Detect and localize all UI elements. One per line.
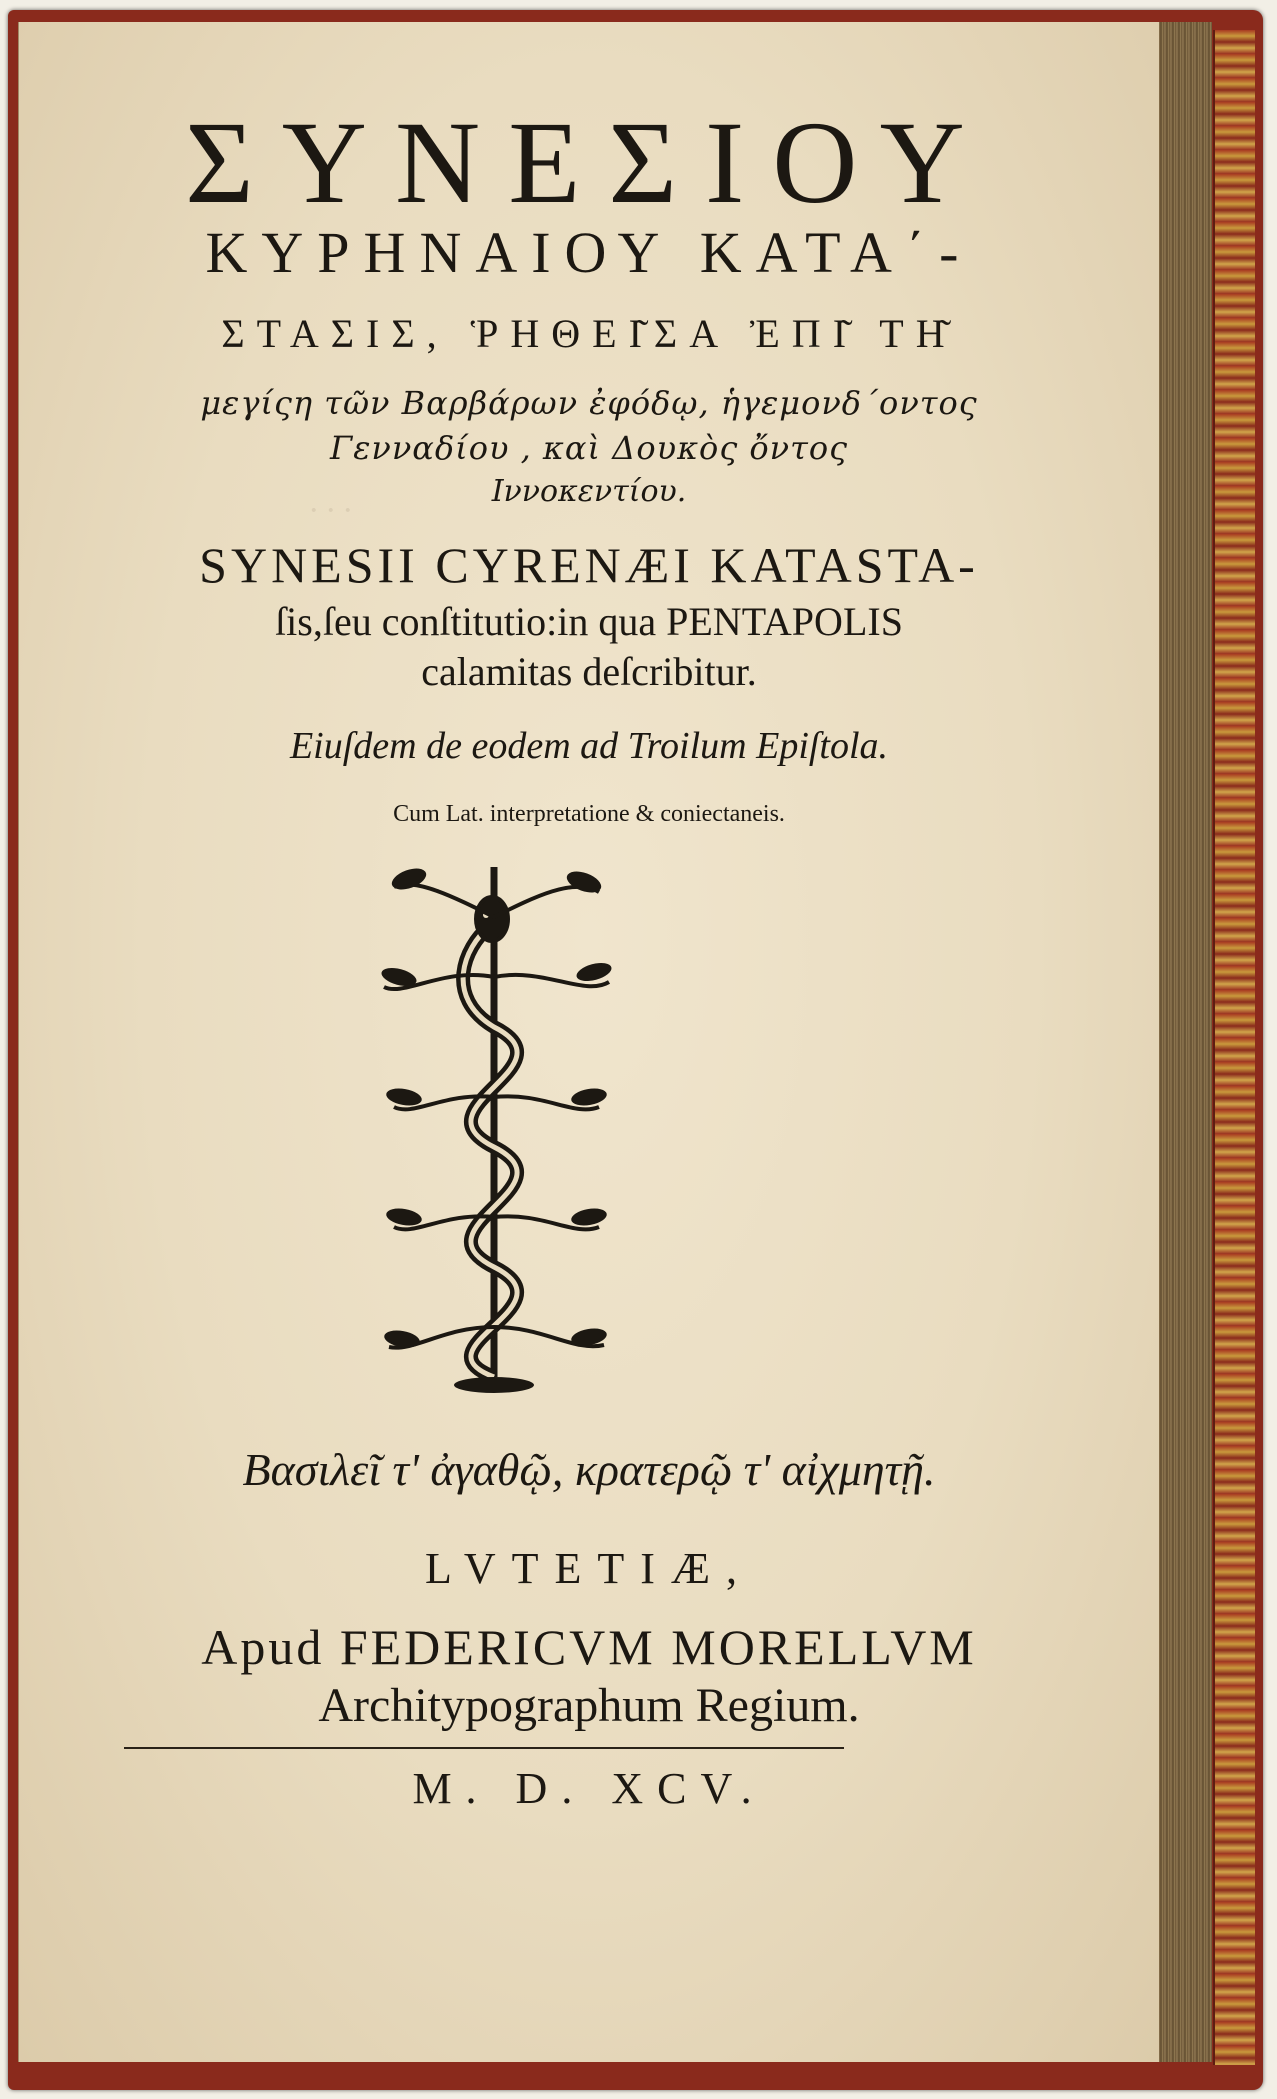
latin-title-line-2: ſis,ſeu conſtitutio:in qua PENTAPOLIS: [275, 599, 903, 644]
imprint-place: LVTETIÆ,: [424, 1544, 754, 1593]
greek-title-line-2: ΚΥΡΗΝΑΙΟΥ ΚΑΤΑ΄-: [205, 220, 973, 285]
greek-title-line-3: ΣΤΑΣΙΣ, ῬΗΘΕΙ͂ΣΑ ἘΠΙ͂ ΤΗ͂: [221, 311, 957, 356]
divider-rule: [124, 1747, 844, 1749]
greek-subtitle-line-3: Ιννοκεντίου.: [491, 474, 687, 509]
epistle-line: Eiuſdem de eodem ad Troilum Epiſtola.: [289, 725, 889, 767]
publisher-line-2: Architypographum Regium.: [318, 1679, 860, 1732]
greek-subtitle-line-2: Γενναδίου , καὶ Δουκὸς ὄντος: [329, 429, 849, 467]
publisher-line-1: Apud FEDERICVM MORELLVM: [201, 1619, 977, 1675]
caduceus-serpent-icon: [374, 857, 614, 1397]
printer-motto: Βασιλεῖ τ' ἀγαθῷ, κρατερῷ τ' αἰχμητῇ.: [242, 1444, 936, 1495]
greek-title-line-1: ΣΥΝΕΣΙΟΥ: [185, 97, 993, 228]
latin-title-line-1: SYNESII CYRENÆI KATASTA-: [199, 537, 979, 593]
interpretation-line: Cum Lat. interpretatione & coniectaneis.: [393, 801, 785, 827]
show-through-text: · · ·: [309, 492, 352, 529]
binding-gilt-border: [1213, 30, 1255, 2065]
title-page: [18, 22, 1159, 2062]
latin-title-line-3: calamitas deſcribitur.: [421, 649, 757, 694]
page-edges: [1155, 22, 1212, 2062]
imprint-date: M. D. XCV.: [412, 1764, 766, 1813]
greek-subtitle-line-1: μεγίςη τῶν Βαρβάρων ἐφόδῳ, ἡγεμονδ΄οντος: [200, 384, 978, 422]
